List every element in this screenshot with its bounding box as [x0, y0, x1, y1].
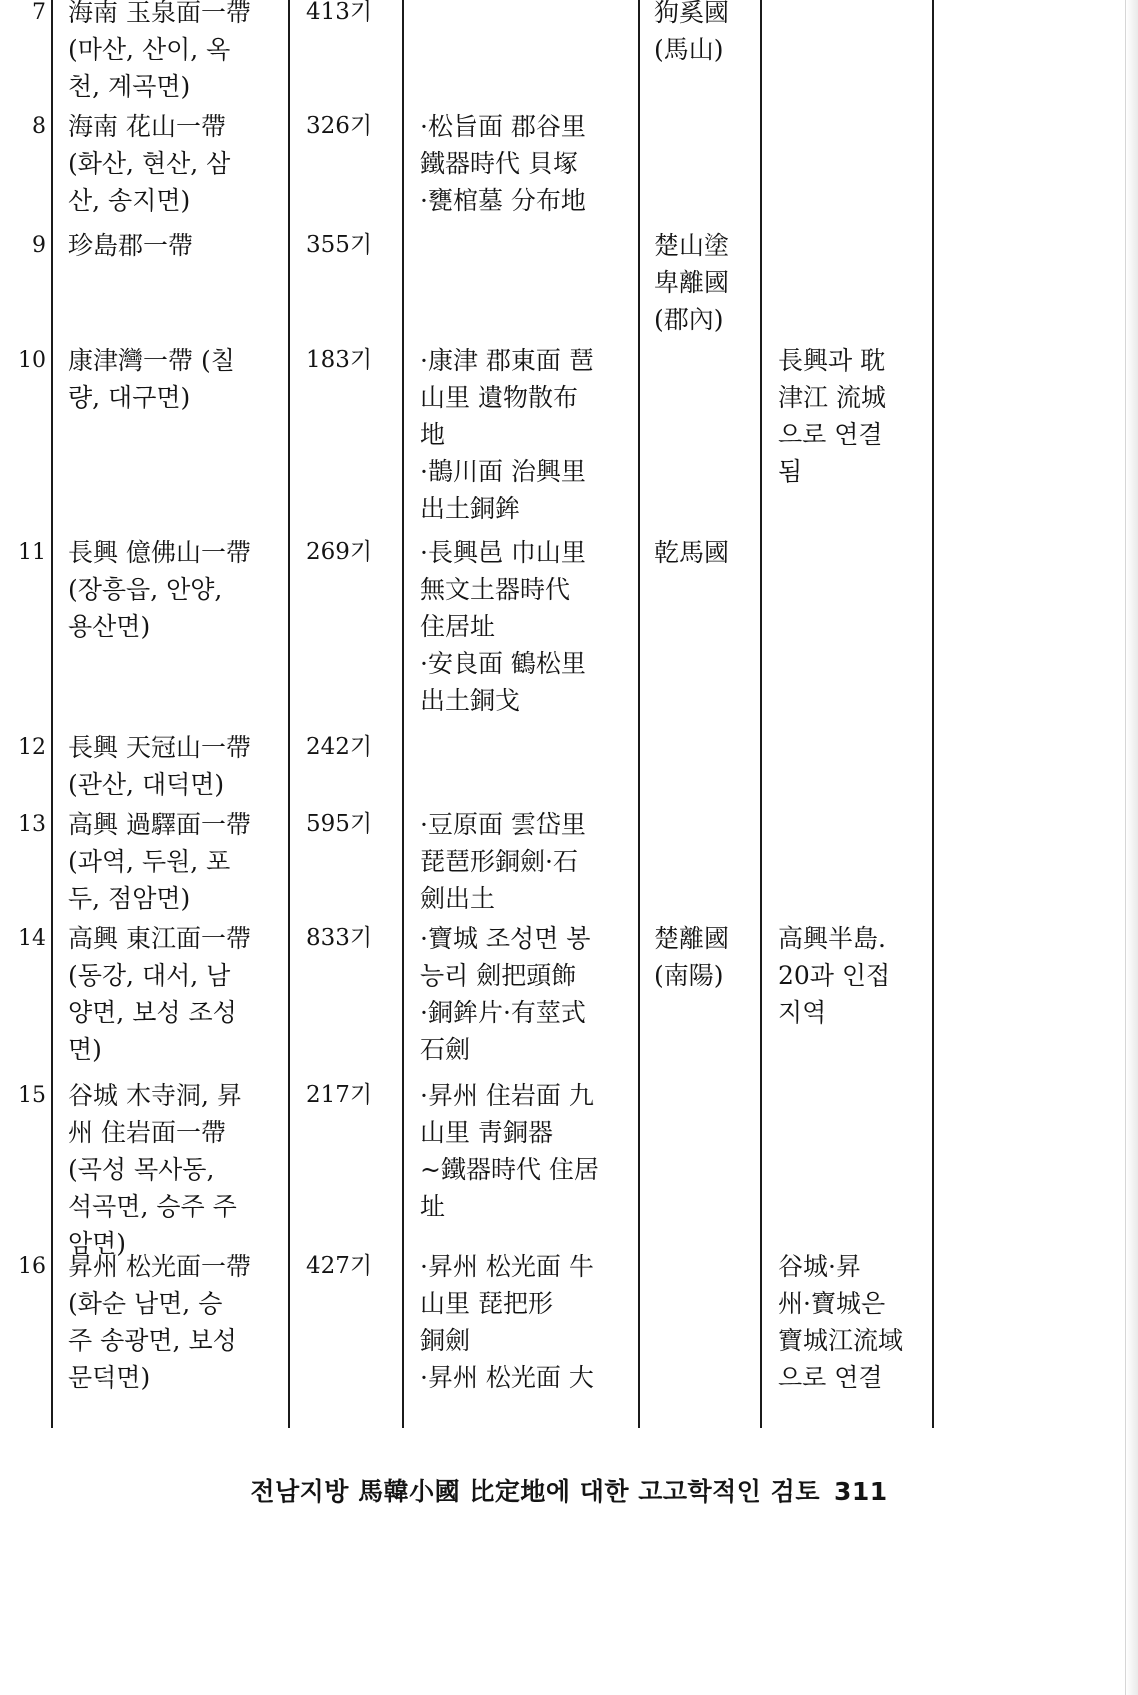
country-cell: 狗奚國 (馬山)	[654, 0, 730, 64]
table-rule-6	[932, 0, 934, 1428]
running-title: 전남지방 馬韓小國 比定地에 대한 고고학적인 검토	[250, 1477, 820, 1506]
page-edge-shadow	[1126, 0, 1138, 1695]
country-cell: 乾馬國	[654, 538, 730, 567]
count-cell: 595기	[306, 811, 373, 837]
note-cell: 高興半島. 20과 인접 지역	[778, 924, 891, 1027]
region-cell: 珍島郡一帶	[68, 231, 194, 260]
sites-cell: ·康津 郡東面 琶 山里 遺物散布 地 ·鵲川面 治興里 出土銅鉾	[420, 346, 594, 523]
count-cell: 183기	[306, 347, 373, 373]
page-number: 311	[833, 1477, 888, 1506]
table-rule-2	[288, 0, 290, 1428]
country-cell: 楚山塗 卑離國 (郡內)	[654, 231, 730, 334]
count-cell: 427기	[306, 1253, 373, 1279]
count-cell: 326기	[306, 113, 373, 139]
row-number: 11	[18, 540, 46, 565]
sites-cell: ·松旨面 郡谷里 鐵器時代 貝塚 ·甕棺墓 分布地	[420, 112, 586, 215]
region-cell: 海南 花山一帶 (화산, 현산, 삼 산, 송지면)	[68, 112, 231, 215]
count-cell: 242기	[306, 734, 373, 760]
count-cell: 355기	[306, 232, 373, 258]
sites-cell: ·豆原面 雲岱里 琵琶形銅劍·石 劍出土	[420, 810, 586, 913]
row-number: 16	[18, 1254, 46, 1279]
row-number: 14	[18, 926, 46, 951]
row-number: 8	[32, 114, 46, 139]
region-cell: 康津灣一帶 (칠 량, 대구면)	[68, 346, 235, 412]
sites-cell: ·長興邑 巾山里 無文土器時代 住居址 ·安良面 鶴松里 出土銅戈	[420, 538, 586, 715]
table-rule-1	[51, 0, 53, 1428]
note-cell: 谷城·昇 州·寶城은 寶城江流域 으로 연결	[778, 1252, 904, 1392]
table-rule-4	[638, 0, 640, 1428]
count-cell: 413기	[306, 0, 373, 25]
row-number: 15	[18, 1083, 46, 1108]
row-number: 9	[32, 233, 46, 258]
table-rule-3	[402, 0, 404, 1428]
country-cell: 楚離國 (南陽)	[654, 924, 730, 990]
sites-cell: ·昇州 松光面 牛 山里 琵把形 銅劍 ·昇州 松光面 大	[420, 1252, 594, 1392]
note-cell: 長興과 耽 津江 流城 으로 연결 됨	[778, 346, 886, 486]
region-cell: 海南 玉泉面一帶 (마산, 산이, 옥 천, 계곡면)	[68, 0, 251, 101]
count-cell: 833기	[306, 925, 373, 951]
count-cell: 217기	[306, 1082, 373, 1108]
sites-cell: ·昇州 住岩面 九 山里 靑銅器 ~鐵器時代 住居 址	[420, 1081, 599, 1221]
page-footer	[0, 1472, 1138, 1508]
region-cell: 長興 天冠山一帶 (관산, 대덕면)	[68, 733, 251, 799]
row-number: 13	[18, 812, 46, 837]
count-cell: 269기	[306, 539, 373, 565]
region-cell: 谷城 木寺洞, 昇 州 住岩面一帶 (곡성 목사동, 석곡면, 승주 주 암면)	[68, 1081, 242, 1258]
region-cell: 高興 東江面一帶 (동강, 대서, 남 양면, 보성 조성 면)	[68, 924, 251, 1064]
sites-cell: ·寶城 조성면 봉 능리 劍把頭飾 ·銅鉾片·有莖式 石劍	[420, 924, 591, 1064]
row-number: 12	[18, 735, 46, 760]
region-cell: 昇州 松光面一帶 (화순 남면, 승 주 송광면, 보성 문덕면)	[68, 1252, 251, 1392]
page-edge-line	[1125, 0, 1126, 1695]
region-cell: 高興 過驛面一帶 (과역, 두원, 포 두, 점암면)	[68, 810, 251, 913]
region-cell: 長興 億佛山一帶 (장흥읍, 안양, 용산면)	[68, 538, 251, 641]
row-number: 7	[32, 0, 46, 25]
table-rule-5	[760, 0, 762, 1428]
row-number: 10	[18, 348, 46, 373]
